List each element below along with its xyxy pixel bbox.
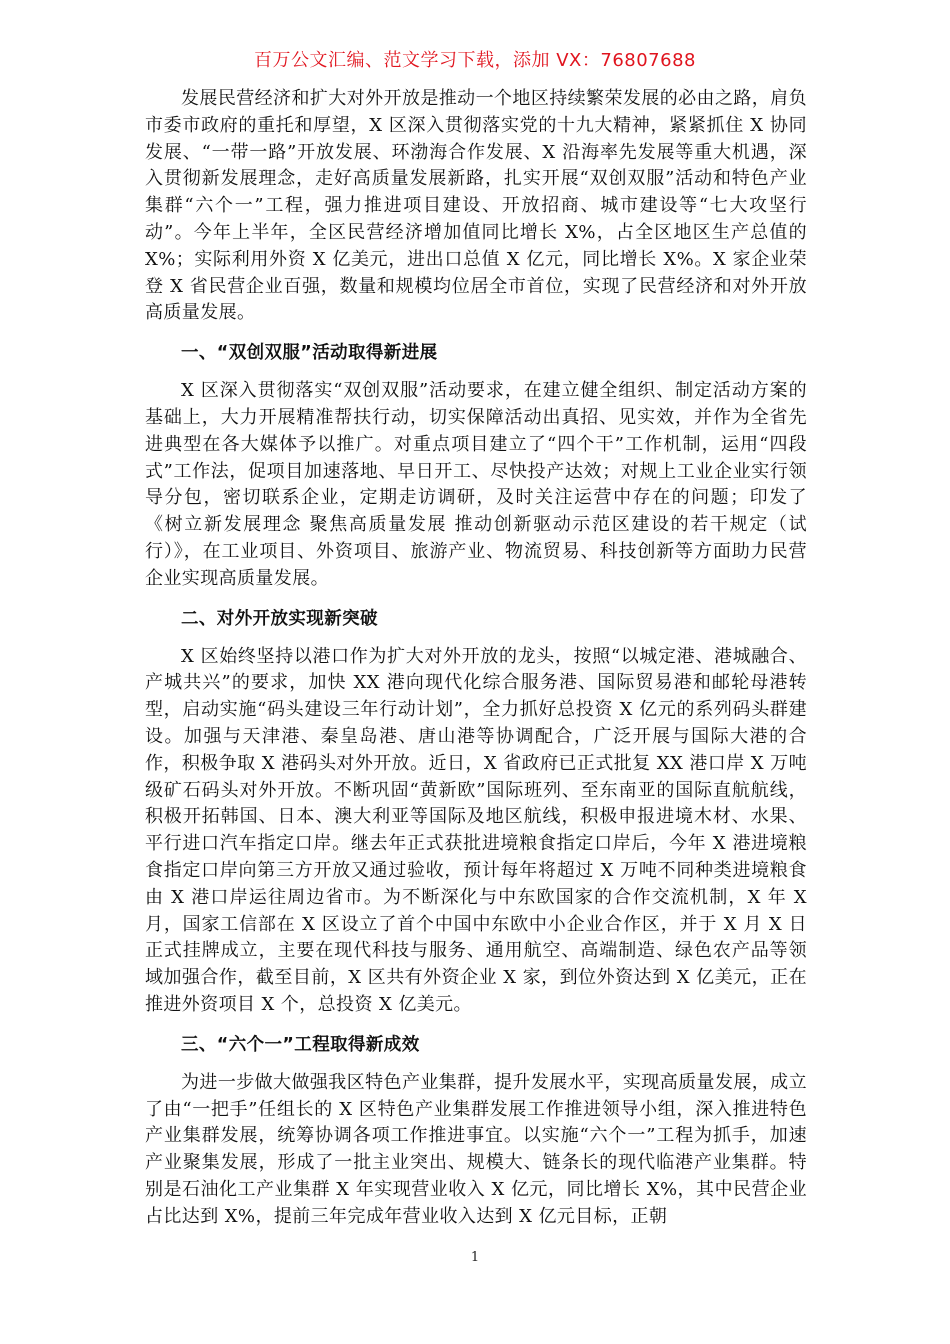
header-banner: 百万公文汇编、范文学习下载，添加 VX：76807688 [254,50,696,71]
section-paragraph: X 区深入贯彻落实“双创双服”活动要求，在建立健全组织、制定活动方案的基础上，大力开展精准帮扶行动，切实保障活动出真招、见实效，并作为全省先进典型在各大媒体予以推广。对重点项目建立了“四个干”工作机制，运用“四段式”工作法，促项目加速落地、早日开工、尽快投产达效；对规上工业企业实行领导分包，密切联系企业，定期走访调研，及时关注运营中存在的问题；印发了《树立新发展理念 聚焦高质量发展 推动创新驱动示范区建设的若干规定（试行）》，在工业项目、外资项目、旅游产业、物流贸易、科技创新等方面助力民营企业实现高质量发展。 [145,380,807,589]
section-heading: 三、“六个一”工程取得新成效 [181,1034,420,1055]
section-1 [145,340,807,592]
section-paragraph: X 区始终坚持以港口作为扩大对外开放的龙头，按照“以城定港、港城融合、产城共兴”的要求，加快 XX 港向现代化综合服务港、国际贸易港和邮轮母港转型，启动实施“码头建设三年行动计划”，全力抓好总投资 X 亿元的系列码头群建设。加强与天津港、秦皇岛港、唐山港等协调配合，广泛开展与国际大港的合作，积极争取 X 港码头对外开放。近日，X 省政府已正式批复 XX 港口岸 X 万吨级矿石码头对外开放。不断巩固“黄新欧”国际班列、至东南亚的国际直航航线，积极开拓韩国、日本、澳大利亚等国际及地区航线，积极申报进境木材、水果、平行进口汽车指定口岸。继去年正式获批进境粮食指定口岸后，今年 X 港进境粮食指定口岸向第三方开放又通过验收，预计每年将超过 X 万吨不同种类进境粮食由 X 港口岸运往周边省市。为不断深化与中东欧国家的合作交流机制，X 年 X 月，国家工信部在 X 区设立了首个中国中东欧中小企业合作区，并于 X 月 X 日正式挂牌成立，主要在现代科技与服务、通用航空、高端制造、绿色农产品等领域加强合作，截至目前，X 区共有外资企业 X 家，到位外资达到 X 亿美元，正在推进外资项目 X 个，总投资 X 亿美元。 [145,645,807,1015]
section-paragraph: 为进一步做大做强我区特色产业集群，提升发展水平，实现高质量发展，成立了由“一把手”任组长的 X 区特色产业集群发展工作推进领导小组，深入推进特色产业集群发展，统筹协调各项工作推进事宜。以实施“六个一”工程为抓手，加速产业聚集发展，形成了一批主业突出、规模大、链条长的现代临港产业集群。特别是石油化工产业集群 X 年实现营业收入 X 亿元，同比增长 X%，其中民营企业占比达到 X%，提前三年完成年营业收入达到 X 亿元目标，正朝 [145,1071,807,1227]
document-body [145,86,807,1230]
intro-paragraph: 发展民营经济和扩大对外开放是推动一个地区持续繁荣发展的必由之路，肩负市委市政府的重托和厚望，X 区深入贯彻落实党的十九大精神，紧紧抓住 X 协同发展、“一带一路”开放发展、环渤海合作发展、X 沿海率先发展等重大机遇，深入贯彻新发展理念，走好高质量发展新路，扎实开展“双创双服”活动和特色产业集群“六个一”工程，强力推进项目建设、开放招商、城市建设等“七大攻坚行动”。今年上半年，全区民营经济增加值同比增长 X%，占全区地区生产总值的 X%；实际利用外资 X 亿美元，进出口总值 X 亿元，同比增长 X%。X 家企业荣登 X 省民营企业百强，数量和规模均位居全市首位，实现了民营经济和对外开放高质量发展。 [145,88,807,324]
section-2 [145,606,807,1019]
page-number: 1 [470,1250,480,1265]
section-heading: 二、对外开放实现新突破 [181,608,378,629]
section-3 [145,1032,807,1231]
section-heading: 一、“双创双服”活动取得新进展 [181,343,438,364]
